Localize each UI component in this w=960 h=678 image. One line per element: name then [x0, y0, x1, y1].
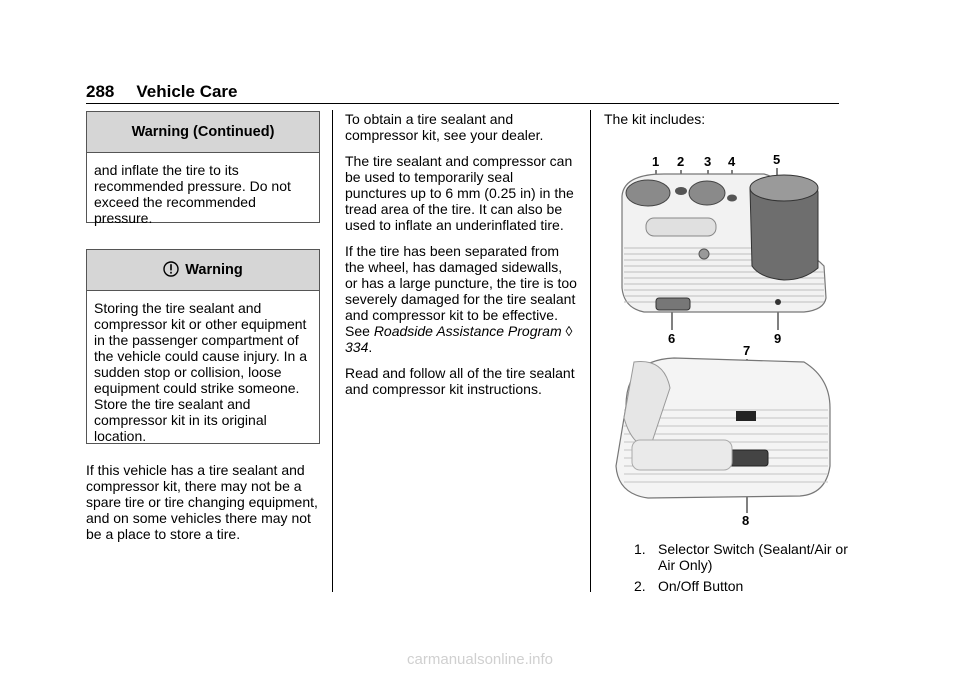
compressor-top-view — [622, 174, 826, 312]
list-item-number: 1. — [634, 541, 646, 557]
list-item-text: On/Off Button — [658, 578, 744, 594]
kit-intro-text: The kit includes: — [604, 111, 706, 127]
warning-title: Warning — [185, 262, 243, 278]
damage-paragraph — [345, 243, 577, 355]
page-header — [86, 82, 238, 102]
callout-9: 9 — [774, 331, 782, 346]
warning-body: Storing the tire sealant and compressor kit or other equipment in the passenger compartment of the vehicle could cause injury. In a sudden stop or collision, loose equipment could strike someone. Store the tire sealant and compressor kit in its original location. — [94, 300, 307, 444]
watermark-footer: carmanualsonline.info — [407, 651, 553, 668]
callout-7: 7 — [743, 343, 751, 358]
page-number: 288 — [86, 82, 115, 101]
callout-5: 5 — [773, 152, 781, 167]
left-paragraph — [86, 462, 320, 552]
callout-8: 8 — [742, 513, 750, 528]
callout-2: 2 — [677, 154, 685, 169]
list-item-text: Selector Switch (Sealant/Air or Air Only) — [658, 541, 848, 573]
callout-6: 6 — [668, 331, 676, 346]
page-reference[interactable]: 334 — [345, 339, 369, 355]
damage-text: If the tire has been separated from the wheel, has damaged sidewalls, or has a large puncture, the tire is too severely damaged for the tire sealant and compressor kit to be effective. See — [345, 243, 577, 339]
warning-continued-box — [86, 111, 320, 226]
callout-3: 3 — [704, 154, 712, 169]
instructions-paragraph: Read and follow all of the tire sealant and compressor kit instructions. — [345, 365, 575, 397]
list-item — [634, 578, 854, 594]
column-divider-1 — [332, 110, 333, 592]
usage-paragraph: The tire sealant and compressor can be used to temporarily seal punctures up to 6 mm (0.25 in) in the tread area of the tire. It can also be used to inflate an underinflated tire. — [345, 153, 574, 233]
warning-continued-title: Warning (Continued) — [87, 112, 319, 153]
kit-components-list — [634, 541, 854, 599]
spare-tire-paragraph: If this vehicle has a tire sealant and compressor kit, there may not be a spare tire or tire changing equipment, and on some vehicles there may not be a place to store a tire. — [86, 462, 318, 542]
section-title: Vehicle Care — [136, 82, 238, 101]
dealer-paragraph: To obtain a tire sealant and compressor kit, see your dealer. — [345, 111, 544, 143]
warning-box — [86, 249, 320, 444]
warning-header — [87, 250, 319, 291]
callout-1: 1 — [652, 154, 660, 169]
roadside-assistance-link[interactable]: Roadside Assistance Program — [373, 323, 562, 339]
warning-continued-body: and inflate the tire to its recommended pressure. Do not exceed the recommended pressure. — [94, 162, 291, 226]
kit-intro — [604, 111, 834, 137]
period: . — [368, 339, 373, 355]
callout-4: 4 — [728, 154, 736, 169]
header-rule — [86, 103, 839, 104]
list-item — [634, 541, 854, 573]
list-item-number: 2. — [634, 578, 646, 594]
warning-icon — [163, 261, 179, 277]
middle-column — [345, 111, 577, 407]
column-divider-2 — [590, 110, 591, 592]
compressor-bottom-view — [616, 358, 830, 498]
compressor-kit-illustration — [604, 148, 839, 530]
reference-icon: ◊ — [565, 323, 573, 339]
